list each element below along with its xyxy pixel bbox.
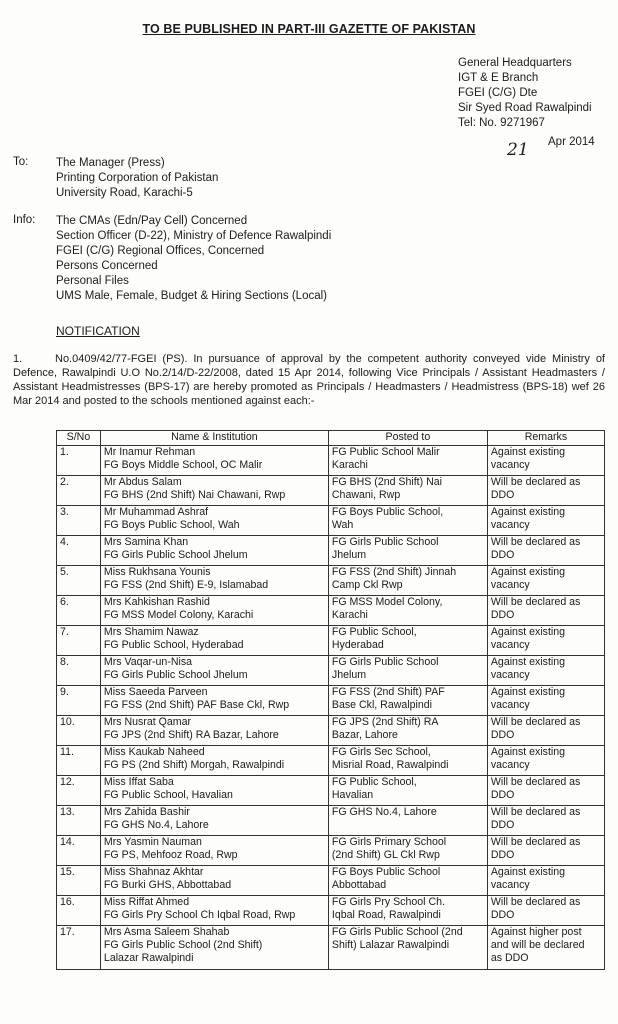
cell-remarks: [487, 776, 604, 806]
cell-line: FG Girls Public School: [331, 656, 439, 668]
cell-line: Mrs Asma Saleem Shahab: [103, 926, 230, 938]
cell-remarks: [487, 656, 604, 686]
cell-remarks: [487, 446, 604, 476]
column-header-remarks: Remarks: [487, 431, 604, 446]
cell-line: Bazar, Lahore: [331, 729, 398, 741]
cell-line: Mrs Zahida Bashir: [103, 806, 190, 818]
cell-line: Karachi: [331, 459, 368, 471]
info-line: FGEI (C/G) Regional Offices, Concerned: [56, 245, 265, 257]
cell-line: DDO: [490, 489, 515, 501]
cell-line: FG JPS (2nd Shift) RA: [331, 716, 439, 728]
table-row: [57, 656, 605, 686]
cell-line: FG Public School, Havalian: [103, 789, 233, 801]
cell-line: Lalazar Rawalpindi: [103, 952, 194, 964]
gazette-heading: TO BE PUBLISHED IN PART-III GAZETTE OF PAKISTAN: [142, 22, 476, 36]
cell-posted-to: [328, 536, 487, 566]
cell-name: [100, 686, 328, 716]
table-row: [57, 566, 605, 596]
table-row: [57, 746, 605, 776]
cell-name: [100, 656, 328, 686]
cell-line: Jhelum: [331, 549, 367, 561]
cell-line: FG Girls Primary School: [331, 836, 447, 848]
cell-name: [100, 596, 328, 626]
cell-line: vacancy: [490, 519, 530, 531]
cell-remarks: [487, 626, 604, 656]
cell-posted-to: [328, 926, 487, 970]
cell-line: as DDO: [490, 952, 529, 964]
cell-line: Miss Rukhsana Younis: [103, 566, 211, 578]
info-line: Personal Files: [56, 275, 129, 287]
cell-line: Mr Abdus Salam: [103, 476, 182, 488]
cell-sno: 14.: [57, 836, 101, 866]
cell-line: FG FSS (2nd Shift) Jinnah: [331, 566, 457, 578]
cell-line: Mrs Nusrat Qamar: [103, 716, 192, 728]
cell-line: FG Public School,: [331, 776, 417, 788]
cell-line: FG Girls Public School (2nd: [331, 926, 463, 938]
table-row: [57, 476, 605, 506]
cell-posted-to: [328, 656, 487, 686]
cell-line: Miss Kaukab Naheed: [103, 746, 205, 758]
cell-line: FG PS, Mehfooz Road, Rwp: [103, 849, 238, 861]
cell-line: Will be declared as: [490, 836, 581, 848]
cell-line: FG BHS (2nd Shift) Nai Chawani, Rwp: [103, 489, 286, 501]
cell-remarks: [487, 926, 604, 970]
cell-line: FG Burki GHS, Abbottabad: [103, 879, 232, 891]
cell-line: Shift) Lalazar Rawalpindi: [331, 939, 450, 951]
to-line: Printing Corporation of Pakistan: [56, 172, 219, 184]
cell-line: Chawani, Rwp: [331, 489, 401, 501]
cell-sno: 15.: [57, 866, 101, 896]
cell-line: Will be declared as: [490, 806, 581, 818]
table-row: [57, 596, 605, 626]
cell-line: Against existing: [490, 626, 566, 638]
date-month-year: Apr 2014: [548, 136, 595, 148]
cell-sno: 3.: [57, 506, 101, 536]
cell-sno: 7.: [57, 626, 101, 656]
cell-remarks: [487, 866, 604, 896]
table-row: [57, 506, 605, 536]
cell-posted-to: [328, 896, 487, 926]
cell-line: Misrial Road, Rawalpindi: [331, 759, 449, 771]
cell-name: [100, 776, 328, 806]
cell-sno: 17.: [57, 926, 101, 970]
cell-line: Camp Ckl Rwp: [331, 579, 403, 591]
promotion-table: [56, 430, 605, 970]
cell-posted-to: [328, 566, 487, 596]
headquarters-address: [458, 56, 592, 131]
cell-line: DDO: [490, 909, 515, 921]
cell-line: Against existing: [490, 566, 566, 578]
cell-line: FG Public School Malir: [331, 446, 440, 458]
cell-sno: 8.: [57, 656, 101, 686]
cell-line: DDO: [490, 819, 515, 831]
cell-posted-to: [328, 836, 487, 866]
cell-name: [100, 476, 328, 506]
cell-name: [100, 836, 328, 866]
cell-posted-to: [328, 596, 487, 626]
cell-posted-to: [328, 626, 487, 656]
table-row: [57, 686, 605, 716]
cell-line: Against existing: [490, 686, 566, 698]
cell-line: Jhelum: [331, 669, 367, 681]
cell-line: Against existing: [490, 866, 566, 878]
cell-line: Iqbal Road, Rawalpindi: [331, 909, 441, 921]
cell-line: Against existing: [490, 506, 566, 518]
cell-line: Miss Iffat Saba: [103, 776, 174, 788]
cell-name: [100, 506, 328, 536]
cell-line: FG Girls Public School Jhelum: [103, 669, 248, 681]
cell-name: [100, 896, 328, 926]
cell-line: FG PS (2nd Shift) Morgah, Rawalpindi: [103, 759, 285, 771]
cell-line: Mrs Yasmin Nauman: [103, 836, 202, 848]
info-line: Section Officer (D-22), Ministry of Defence Rawalpindi: [56, 230, 332, 242]
table-row: [57, 446, 605, 476]
cell-name: [100, 446, 328, 476]
cell-line: FG MSS Model Colony,: [331, 596, 443, 608]
cell-line: FG GHS No.4, Lahore: [103, 819, 209, 831]
to-recipients: [56, 156, 218, 201]
cell-sno: 11.: [57, 746, 101, 776]
column-header-posted: Posted to: [328, 431, 487, 446]
cell-line: Mr Muhammad Ashraf: [103, 506, 209, 518]
cell-line: Will be declared as: [490, 596, 581, 608]
cell-line: Base Ckl, Rawalpindi: [331, 699, 433, 711]
cell-remarks: [487, 506, 604, 536]
cell-posted-to: [328, 446, 487, 476]
cell-line: Will be declared as: [490, 776, 581, 788]
cell-line: FG Girls Public School (2nd Shift): [103, 939, 263, 951]
cell-sno: 6.: [57, 596, 101, 626]
cell-remarks: [487, 896, 604, 926]
table-row: [57, 626, 605, 656]
cell-line: FG Public School,: [331, 626, 417, 638]
cell-line: Miss Saeeda Parveen: [103, 686, 208, 698]
cell-remarks: [487, 806, 604, 836]
cell-line: Against existing: [490, 446, 566, 458]
cell-remarks: [487, 836, 604, 866]
table-row: [57, 536, 605, 566]
cell-line: Mr Inamur Rehman: [103, 446, 196, 458]
cell-line: DDO: [490, 849, 515, 861]
cell-posted-to: [328, 506, 487, 536]
cell-line: FG Boys Public School,: [331, 506, 444, 518]
cell-name: [100, 806, 328, 836]
cell-line: Miss Riffat Ahmed: [103, 896, 190, 908]
cell-line: vacancy: [490, 699, 530, 711]
cell-line: Havalian: [331, 789, 374, 801]
paragraph-number: 1.: [13, 353, 23, 365]
column-header-sno: S/No: [57, 431, 101, 446]
cell-posted-to: [328, 686, 487, 716]
column-header-name: Name & Institution: [100, 431, 328, 446]
cell-sno: 1.: [57, 446, 101, 476]
cell-name: [100, 866, 328, 896]
cell-name: [100, 716, 328, 746]
cell-line: FG GHS No.4, Lahore: [331, 806, 437, 818]
cell-posted-to: [328, 476, 487, 506]
cell-line: vacancy: [490, 879, 530, 891]
notification-title: NOTIFICATION: [56, 324, 140, 338]
cell-name: [100, 626, 328, 656]
cell-line: Mrs Samina Khan: [103, 536, 189, 548]
info-label: Info:: [13, 214, 36, 226]
cell-name: [100, 926, 328, 970]
cell-name: [100, 536, 328, 566]
cell-line: Hyderabad: [331, 639, 384, 651]
cell-line: FG FSS (2nd Shift) PAF: [331, 686, 445, 698]
cell-line: Will be declared as: [490, 716, 581, 728]
table-header-row: [57, 431, 605, 446]
cell-sno: 13.: [57, 806, 101, 836]
cell-line: FG FSS (2nd Shift) E-9, Islamabad: [103, 579, 269, 591]
cell-remarks: [487, 746, 604, 776]
cell-line: and will be declared: [490, 939, 585, 951]
hq-line: FGEI (C/G) Dte: [458, 87, 538, 99]
cell-line: FG MSS Model Colony, Karachi: [103, 609, 254, 621]
cell-line: FG Public School, Hyderabad: [103, 639, 244, 651]
cell-line: Will be declared as: [490, 896, 581, 908]
cell-sno: 12.: [57, 776, 101, 806]
cell-posted-to: [328, 866, 487, 896]
info-line: Persons Concerned: [56, 260, 158, 272]
notification-paragraph: [13, 352, 605, 408]
cell-posted-to: [328, 776, 487, 806]
cell-line: DDO: [490, 729, 515, 741]
cell-line: FG FSS (2nd Shift) PAF Base Ckl, Rwp: [103, 699, 290, 711]
to-line: University Road, Karachi-5: [56, 187, 193, 199]
table-row: [57, 926, 605, 970]
cell-line: Will be declared as: [490, 536, 581, 548]
cell-line: FG Girls Sec School,: [331, 746, 431, 758]
cell-line: Karachi: [331, 609, 368, 621]
cell-line: vacancy: [490, 639, 530, 651]
cell-line: FG Boys Public School, Wah: [103, 519, 240, 531]
info-line: UMS Male, Female, Budget & Hiring Sections (Local): [56, 290, 327, 302]
cell-posted-to: [328, 746, 487, 776]
table-row: [57, 866, 605, 896]
cell-line: DDO: [490, 609, 515, 621]
hq-line: IGT & E Branch: [458, 72, 539, 84]
cell-remarks: [487, 536, 604, 566]
cell-line: FG BHS (2nd Shift) Nai: [331, 476, 442, 488]
cell-remarks: [487, 716, 604, 746]
hq-line: General Headquarters: [458, 57, 572, 69]
cell-name: [100, 566, 328, 596]
cell-sno: 10.: [57, 716, 101, 746]
cell-sno: 9.: [57, 686, 101, 716]
cell-line: FG Girls Public School Jhelum: [103, 549, 248, 561]
info-recipients: [56, 214, 331, 304]
cell-line: DDO: [490, 789, 515, 801]
cell-line: FG Girls Pry School Ch.: [331, 896, 445, 908]
hq-line: Sir Syed Road Rawalpindi: [458, 102, 592, 114]
table-row: [57, 716, 605, 746]
to-line: The Manager (Press): [56, 157, 165, 169]
cell-line: Miss Shahnaz Akhtar: [103, 866, 204, 878]
handwritten-date-day: 21: [507, 140, 529, 160]
cell-remarks: [487, 596, 604, 626]
cell-line: FG Boys Public School: [331, 866, 441, 878]
cell-line: Will be declared as: [490, 476, 581, 488]
table-row: [57, 896, 605, 926]
cell-sno: 4.: [57, 536, 101, 566]
table-row: [57, 776, 605, 806]
cell-line: Abbottabad: [331, 879, 387, 891]
hq-line: Tel: No. 9271967: [458, 117, 545, 129]
cell-remarks: [487, 686, 604, 716]
cell-sno: 2.: [57, 476, 101, 506]
cell-line: vacancy: [490, 669, 530, 681]
cell-line: FG Boys Middle School, OC Malir: [103, 459, 263, 471]
cell-sno: 5.: [57, 566, 101, 596]
table-row: [57, 836, 605, 866]
to-label: To:: [13, 156, 29, 168]
cell-remarks: [487, 476, 604, 506]
cell-line: (2nd Shift) GL Ckl Rwp: [331, 849, 440, 861]
cell-sno: 16.: [57, 896, 101, 926]
cell-line: Mrs Shamim Nawaz: [103, 626, 199, 638]
cell-line: FG Girls Pry School Ch Iqbal Road, Rwp: [103, 909, 296, 921]
cell-line: FG Girls Public School: [331, 536, 439, 548]
cell-line: Mrs Vaqar-un-Nisa: [103, 656, 193, 668]
cell-line: Against existing: [490, 656, 566, 668]
cell-line: Mrs Kahkishan Rashid: [103, 596, 210, 608]
cell-line: vacancy: [490, 759, 530, 771]
cell-line: Wah: [331, 519, 354, 531]
cell-name: [100, 746, 328, 776]
table-row: [57, 806, 605, 836]
cell-line: Against higher post: [490, 926, 582, 938]
paragraph-text: No.0409/42/77-FGEI (PS). In pursuance of approval by the competent authority conveyed vide Ministry of Defence, Rawalpindi U.O No.2/14/D-22/2008, dated 15 Apr 2014, following Vice Principals / Assistant Headmasters / Assistant Headmistresses (BPS-17) are hereby promoted as Principals / Headmasters / Headmistress (BPS-18) wef 26 Mar 2014 and posted to the schools mentioned against each:-: [13, 353, 605, 407]
cell-line: FG JPS (2nd Shift) RA Bazar, Lahore: [103, 729, 279, 741]
table-body: [57, 446, 605, 970]
cell-line: Against existing: [490, 746, 566, 758]
cell-posted-to: [328, 806, 487, 836]
cell-posted-to: [328, 716, 487, 746]
info-line: The CMAs (Edn/Pay Cell) Concerned: [56, 215, 248, 227]
cell-line: DDO: [490, 549, 515, 561]
cell-line: vacancy: [490, 459, 530, 471]
cell-line: vacancy: [490, 579, 530, 591]
cell-remarks: [487, 566, 604, 596]
